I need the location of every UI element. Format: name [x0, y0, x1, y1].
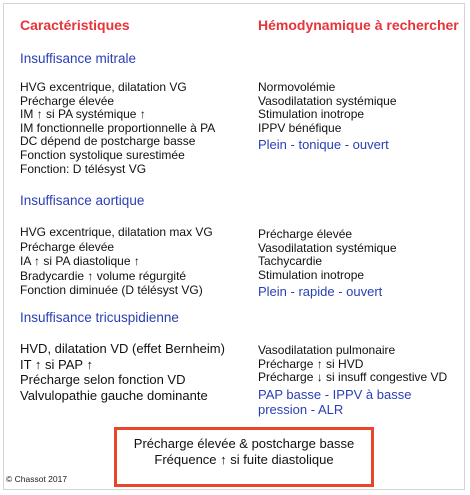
- list-item: IT ↑ si PAP ↑: [20, 356, 93, 372]
- mitral-characteristics-list: [20, 81, 215, 176]
- summary-box: [114, 427, 374, 487]
- list-item: HVG excentrique, dilatation VG: [20, 80, 187, 94]
- tricuspid-characteristics-list: [20, 341, 225, 403]
- list-item: Stimulation inotrope: [258, 267, 365, 282]
- list-item: IM fonctionnelle proportionnelle à PA: [20, 120, 216, 135]
- list-item: Tachycardie: [258, 254, 323, 269]
- list-item: Valvulopathie gauche dominante: [20, 387, 208, 403]
- list-item: Vasodilatation pulmonaire: [258, 343, 396, 357]
- header-characteristics: Caractéristiques: [20, 17, 130, 33]
- tricuspid-hemodynamics-list: [258, 344, 447, 417]
- list-item: IA ↑ si PA diastolique ↑: [20, 254, 140, 268]
- aortic-characteristics-list: [20, 225, 213, 298]
- list-item: HVD, dilatation VD (effet Bernheim): [20, 341, 225, 356]
- list-item: Stimulation inotrope: [258, 107, 365, 122]
- list-item: Vasodilatation systémique: [258, 240, 397, 255]
- list-item: Précharge selon fonction VD: [20, 372, 186, 387]
- list-item: Vasodilatation systémique: [258, 93, 397, 108]
- summary-line: Précharge élevée & postcharge basse: [133, 436, 355, 451]
- list-item: Fonction systolique surestimée: [20, 147, 185, 162]
- mitral-hemodynamics-list: [258, 81, 397, 152]
- copyright: © Chassot 2017: [6, 474, 68, 484]
- list-item: Normovolémie: [258, 80, 336, 94]
- list-item: Précharge ↑ si HVD: [258, 356, 364, 371]
- list-item: IM ↑ si PA systémique ↑: [20, 107, 146, 122]
- section-title-aortic: Insuffisance aortique: [20, 193, 145, 208]
- list-item: Précharge ↓ si insuff congestive VD: [258, 370, 448, 385]
- list-item: Fonction: D télésyst VG: [20, 161, 147, 176]
- list-item: Bradycardie ↑ volume régurgité: [20, 268, 187, 283]
- list-item: Fonction diminuée (D télésyst VG): [20, 283, 203, 297]
- list-item: HVG excentrique, dilatation max VG: [20, 225, 213, 239]
- summary-line: Fréquence ↑ si fuite diastolique: [154, 452, 334, 467]
- list-item: Précharge élevée: [258, 227, 353, 241]
- list-item: Précharge élevée: [20, 239, 115, 254]
- tricuspid-summary-highlight: [258, 387, 447, 417]
- section-title-tricuspid: Insuffisance tricuspidienne: [20, 310, 179, 325]
- header-hemodynamics: Hémodynamique à rechercher: [258, 17, 459, 33]
- aortic-summary-highlight: Plein - rapide - ouvert: [258, 284, 383, 300]
- section-title-mitral: Insuffisance mitrale: [20, 51, 137, 66]
- list-item: IPPV bénéfique: [258, 120, 342, 135]
- list-item: Précharge élevée: [20, 93, 115, 108]
- mitral-summary-highlight: Plein - tonique - ouvert: [258, 137, 389, 153]
- aortic-hemodynamics-list: [258, 228, 397, 299]
- highlight-line: PAP basse - IPPV à basse: [258, 386, 412, 402]
- highlight-line: pression - ALR: [258, 401, 344, 417]
- list-item: DC dépend de postcharge basse: [20, 134, 196, 149]
